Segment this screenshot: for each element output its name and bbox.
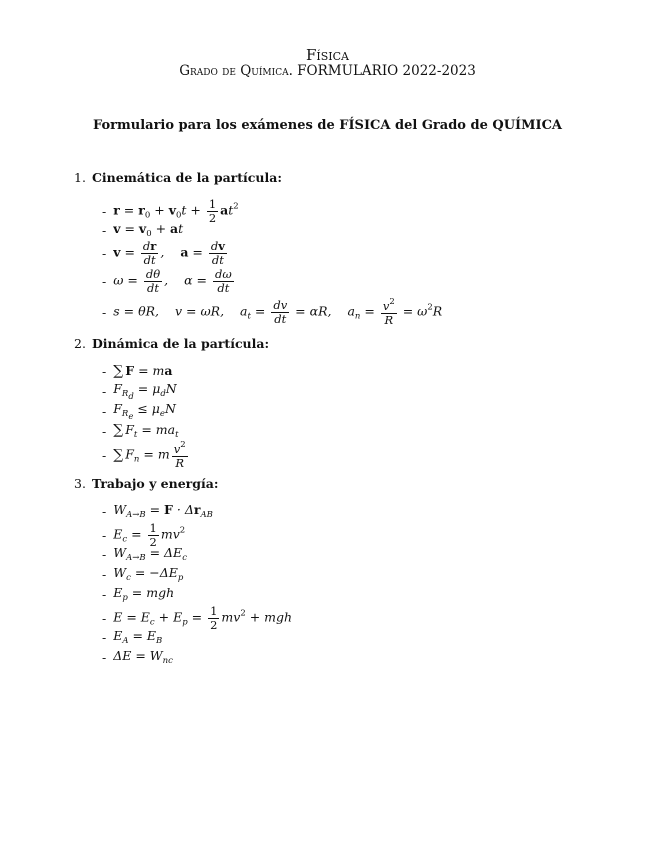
formula-work-energy: - $W_{A\to B} = \Delta E_c$ [102, 545, 187, 563]
formula-dynamic-friction: - $F_{R_d} = \mu_dN$ [102, 380, 177, 402]
formula-static-friction: - $F_{R_e} \le \mu_eN$ [102, 400, 176, 422]
formula-potential-energy: - $E_p$ = mgh [102, 585, 175, 603]
formula-energy-conservation: - $E_A = E_B$ [102, 628, 163, 646]
formula-tangential: - ∑ $F_t = ma_t$ [102, 422, 179, 440]
formula-mechanical-energy: - $E = E_c + E_p$ = $\frac{1}{2}$ $mv^2$ + mgh [102, 603, 293, 632]
document-title: Formulario para los exámenes de FÍSICA del Grado de QUÍMICA [92, 118, 563, 133]
section-3-heading: 3. Trabajo y energía: [74, 476, 219, 491]
formula-position: - $r = r_0 + v_0t$ + $\frac{1}{2}$ $at^2$ [102, 196, 239, 225]
section-1-heading: 1. Cinemática de la partícula: [74, 170, 282, 185]
formula-angular: - ω = $\frac{d\theta}{dt}$ , α = $\frac{d\omega}{dt}$ [102, 266, 232, 295]
subtitle-rest: FORMULARIO 2022-2023 [292, 63, 476, 79]
formula-kinetic-energy: - $E_c$ = $\frac{1}{2}$ $mv^2$ [102, 520, 186, 549]
section-2-heading: 2. Dinámica de la partícula: [74, 336, 270, 351]
formula-derivatives: - v = $\frac{dr}{dt}$ , a = $\frac{dv}{dt}$ [102, 238, 225, 267]
formula-work: - $W_{A\to B} = F \cdot \Delta r_{AB}$ [102, 502, 213, 520]
subtitle-prefix: Grado de Química. [179, 63, 293, 79]
formula-conservative-work: - $W_c = -\Delta E_p$ [102, 565, 184, 583]
formula-nonconservative-work: - $\Delta E = W_{nc}$ [102, 648, 173, 666]
formula-velocity: - $v = v_0$ + at [102, 221, 184, 239]
course-title: Física [306, 46, 349, 64]
formula-circular: - s = θR, v = ωR, $a_t$ = $\frac{dv}{dt}$ = αR, $a_n$ = $\frac{v^2}{R}$ = $\omega^2R$ [102, 296, 443, 327]
formula-newton: - ∑ F = ma [102, 363, 173, 379]
course-subtitle [0, 63, 655, 79]
formula-normal: - ∑ $F_n = m$ $\frac{v^2}{R}$ [102, 439, 186, 470]
